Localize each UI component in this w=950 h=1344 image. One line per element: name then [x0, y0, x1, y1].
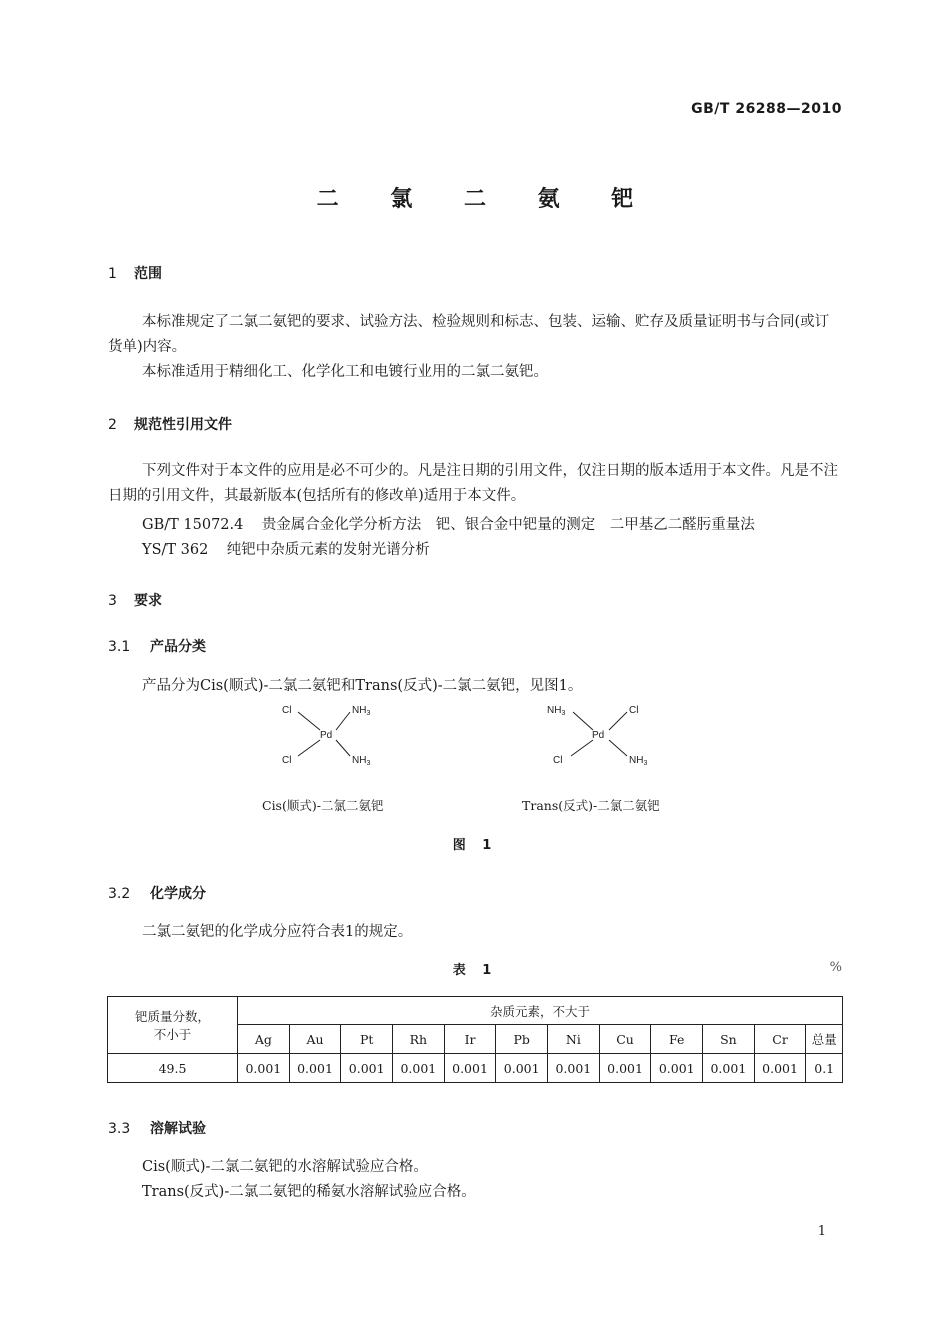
ligand-label: Cl: [282, 705, 292, 716]
section-heading-3-2: [108, 883, 206, 903]
cis-label: Cis(顺式)-二氯二氨钯: [262, 798, 384, 813]
table-header-row: [108, 997, 843, 1025]
table-row: [108, 1054, 843, 1083]
ligand-label: $NH_3$: [352, 755, 371, 767]
paragraph: 二氯二氨钯的化学成分应符合表1的规定。: [142, 924, 413, 940]
trans-label: Trans(反式)-二氯二氨钯: [522, 798, 660, 813]
section-number: 3.1: [108, 639, 131, 655]
bond-line: [336, 712, 350, 730]
metal-center-label: Pd: [592, 730, 605, 741]
pd-value-cell: 49.5: [108, 1054, 238, 1083]
paragraph: Trans(反式)-二氯二氨钯的稀氨水溶解试验应合格。: [142, 1184, 476, 1200]
paragraph: 本标准规定了二氯二氨钯的要求、试验方法、检验规则和标志、包装、运输、贮存及质量证明书与合同(或订货单)内容。: [108, 314, 830, 355]
section-number: 3: [108, 593, 117, 609]
element-header: Ir: [444, 1025, 496, 1054]
section-title: 产品分类: [150, 639, 206, 655]
reference-code: YS/T 362: [142, 542, 209, 558]
ligand-label: Cl: [282, 755, 292, 766]
value-cell: 0.001: [703, 1054, 755, 1083]
bond-line: [609, 740, 627, 756]
value-cell: 0.001: [393, 1054, 445, 1083]
element-header: Rh: [393, 1025, 445, 1054]
bond-line: [609, 712, 627, 730]
element-header: Au: [289, 1025, 341, 1054]
value-cell: 0.001: [754, 1054, 806, 1083]
value-cell: 0.001: [238, 1054, 290, 1083]
cis-structure-diagram: [280, 700, 380, 770]
section-number: 3.2: [108, 886, 131, 902]
ligand-label: $NH_3$: [547, 705, 566, 717]
composition-table: [107, 996, 843, 1083]
bond-line: [298, 712, 320, 730]
section-title: 化学成分: [150, 886, 206, 902]
reference-title: 纯钯中杂质元素的发射光谱分析: [226, 542, 430, 558]
element-header: Ni: [548, 1025, 600, 1054]
value-cell: 0.001: [289, 1054, 341, 1083]
ligand-label: $NH_3$: [352, 705, 371, 717]
section-title: 溶解试验: [150, 1121, 206, 1137]
bond-line: [298, 740, 320, 756]
trans-structure-diagram: [545, 700, 655, 770]
section-title: 范围: [134, 266, 162, 282]
element-header: 总量: [806, 1025, 843, 1054]
table-title: 表 1: [452, 963, 498, 978]
element-header: Pt: [341, 1025, 393, 1054]
section-heading-3-3: [108, 1118, 206, 1138]
value-cell: 0.001: [496, 1054, 548, 1083]
value-cell: 0.001: [341, 1054, 393, 1083]
value-cell: 0.001: [548, 1054, 600, 1083]
document-id: GB/T 26288—2010: [691, 101, 842, 117]
paragraph: 产品分为Cis(顺式)-二氯二氨钯和Trans(反式)-二氯二氨钯，见图1。: [142, 678, 583, 694]
section-heading-2: [108, 414, 232, 434]
section-heading-3-1: [108, 636, 206, 656]
section-number: 2: [108, 417, 117, 433]
section-number: 1: [108, 266, 117, 282]
element-header: Fe: [651, 1025, 703, 1054]
bond-line: [571, 740, 593, 756]
element-header: Sn: [703, 1025, 755, 1054]
figure-caption: 图 1: [452, 838, 498, 853]
table-unit: %: [829, 960, 842, 975]
impurity-group-header: 杂质元素，不大于: [238, 997, 843, 1025]
section-heading-3: [108, 590, 162, 610]
ligand-label: Cl: [629, 705, 639, 716]
section-title: 要求: [134, 593, 162, 609]
ligand-label: Cl: [553, 755, 563, 766]
value-cell: 0.1: [806, 1054, 843, 1083]
pd-header-cell: [108, 997, 238, 1054]
value-cell: 0.001: [444, 1054, 496, 1083]
pd-header-line: 不小于: [153, 1027, 192, 1042]
document-title: 二 氯 二 氨 钯: [316, 187, 656, 212]
bond-line: [336, 740, 350, 756]
reference-title: 贵金属合金化学分析方法 钯、银合金中钯量的测定 二甲基乙二醛肟重量法: [261, 517, 755, 533]
reference-code: GB/T 15072.4: [142, 517, 244, 533]
metal-center-label: Pd: [320, 730, 333, 741]
value-cell: 0.001: [651, 1054, 703, 1083]
bond-line: [573, 712, 593, 730]
page-number: 1: [817, 1224, 826, 1239]
element-header: Cu: [599, 1025, 651, 1054]
paragraph: Cis(顺式)-二氯二氨钯的水溶解试验应合格。: [142, 1159, 428, 1175]
section-number: 3.3: [108, 1121, 131, 1137]
value-cell: 0.001: [599, 1054, 651, 1083]
element-header: Ag: [238, 1025, 290, 1054]
ligand-label: $NH_3$: [629, 755, 648, 767]
element-header: Pb: [496, 1025, 548, 1054]
section-title: 规范性引用文件: [134, 417, 232, 433]
paragraph: 本标准适用于精细化工、化学化工和电镀行业用的二氯二氨钯。: [142, 364, 548, 380]
reference-item: [142, 538, 430, 559]
paragraph: 下列文件对于本文件的应用是必不可少的。凡是注日期的引用文件，仅注日期的版本适用于本文件。凡是不注日期的引用文件，其最新版本(包括所有的修改单)适用于本文件。: [108, 463, 838, 504]
reference-item: [142, 513, 755, 534]
section-heading-1: [108, 263, 162, 283]
element-header: Cr: [754, 1025, 806, 1054]
pd-header-line: 钯质量分数，: [134, 1009, 210, 1024]
